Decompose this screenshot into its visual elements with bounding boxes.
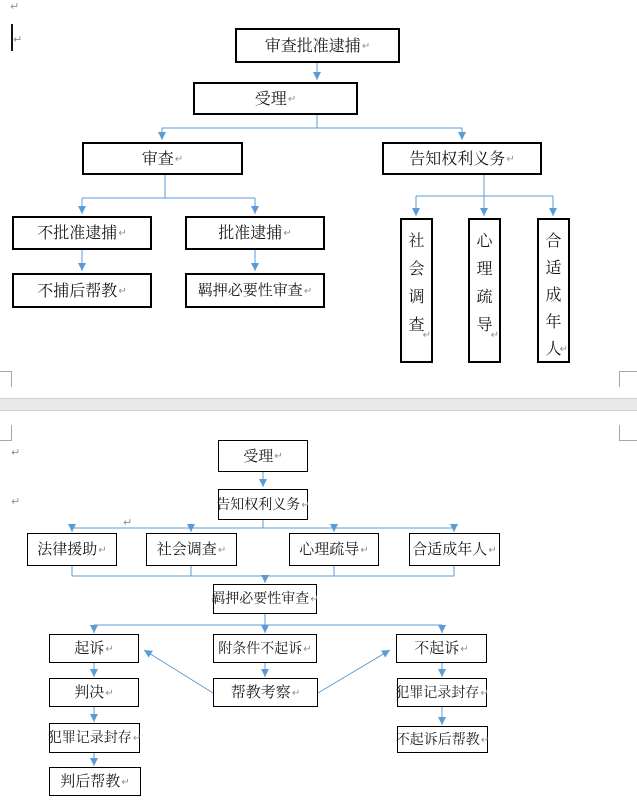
- node-label: 羁押必要性审查: [197, 281, 303, 299]
- paragraph-mark: ↵: [287, 93, 297, 105]
- node-label: 犯罪记录封存: [395, 684, 480, 701]
- paragraph-mark: ↵: [174, 153, 184, 165]
- paragraph-mark: ↵: [303, 643, 312, 655]
- page-break-separator[interactable]: [0, 398, 637, 411]
- node-appropriate-adult-vertical[interactable]: [537, 218, 570, 363]
- node-record-sealing-left[interactable]: [49, 723, 140, 753]
- paragraph-mark: ↵: [303, 285, 313, 297]
- node-record-sealing-right[interactable]: [397, 678, 487, 707]
- node-accept-2[interactable]: [218, 440, 308, 472]
- paragraph-mark: ↵: [98, 544, 107, 556]
- node-label: 犯罪记录封存: [47, 730, 132, 746]
- node-psych-counseling-vertical[interactable]: [468, 218, 501, 363]
- page1-bottom-right-margin-mark: [619, 371, 637, 387]
- node-inform-rights-1[interactable]: [382, 142, 542, 175]
- paragraph-mark: ↵: [283, 228, 292, 239]
- node-label: 心理疏导: [299, 540, 360, 558]
- node-review[interactable]: [82, 142, 243, 175]
- node-label: 起诉: [74, 639, 105, 657]
- node-legal-aid[interactable]: [27, 533, 117, 566]
- node-label: 受理: [254, 88, 287, 108]
- paragraph-mark: ↵: [121, 776, 130, 788]
- node-label: 受理: [243, 446, 274, 465]
- node-post-nonprosecution-help[interactable]: [397, 726, 488, 753]
- paragraph-mark: ↵: [13, 33, 23, 46]
- paragraph-mark: ↵: [105, 687, 114, 699]
- paragraph-mark: ↵: [460, 643, 469, 655]
- page2-top-left-margin-mark: [0, 425, 12, 441]
- node-custody-review-2[interactable]: [213, 584, 317, 614]
- node-label: 不捕后帮教: [37, 280, 118, 300]
- node-review-approve-arrest[interactable]: [235, 28, 400, 63]
- node-label: 批准逮捕: [218, 223, 283, 242]
- paragraph-mark: ↵: [274, 451, 283, 462]
- paragraph-mark: ↵: [310, 594, 319, 605]
- paragraph-mark: ↵: [118, 285, 127, 297]
- node-label: 社会调查: [408, 231, 425, 334]
- paragraph-mark: ↵: [10, 0, 20, 13]
- paragraph-mark: ↵: [11, 495, 21, 508]
- paragraph-mark: ↵: [506, 153, 515, 165]
- paragraph-mark: ↵: [559, 344, 568, 355]
- node-judgment[interactable]: [49, 678, 139, 707]
- paragraph-mark: ↵: [360, 544, 369, 556]
- node-prosecute[interactable]: [49, 634, 139, 663]
- paragraph-mark: ↵: [488, 544, 497, 556]
- node-social-investigation-vertical[interactable]: [400, 218, 433, 363]
- paragraph-mark: ↵: [123, 516, 133, 529]
- node-label: 合适成年人: [545, 231, 562, 358]
- node-label: 判后帮教: [60, 772, 121, 790]
- node-label: 审查: [141, 148, 174, 168]
- paragraph-mark: ↵: [490, 330, 499, 341]
- node-nonprosecution[interactable]: [396, 634, 487, 663]
- node-approve-arrest[interactable]: [185, 216, 325, 250]
- paragraph-mark: ↵: [105, 643, 114, 655]
- node-label: 告知权利义务: [409, 148, 506, 168]
- node-post-nonarrest-help[interactable]: [12, 273, 152, 308]
- node-appropriate-adult-2[interactable]: [409, 533, 500, 566]
- node-label: 合适成年人: [412, 540, 488, 558]
- paragraph-mark: ↵: [11, 446, 21, 459]
- paragraph-mark: ↵: [480, 687, 489, 699]
- paragraph-mark: ↵: [422, 330, 431, 341]
- node-help-observation[interactable]: [213, 678, 318, 707]
- node-label: 审查批准逮捕: [264, 35, 361, 55]
- node-label: 附条件不起诉: [218, 640, 303, 657]
- paragraph-mark: ↵: [480, 734, 490, 746]
- paragraph-mark: ↵: [361, 40, 371, 52]
- page2-top-right-margin-mark: [619, 425, 637, 441]
- node-label: 心理疏导: [476, 231, 493, 334]
- node-label: 法律援助: [37, 540, 98, 558]
- node-label: 不批准逮捕: [37, 223, 118, 242]
- node-psych-counseling-2[interactable]: [289, 533, 379, 566]
- node-label: 不起诉: [414, 639, 460, 657]
- node-accept-1[interactable]: [193, 82, 358, 115]
- paragraph-mark: ↵: [217, 544, 227, 556]
- node-label: 不起诉后帮教: [395, 731, 480, 748]
- node-conditional-nonprosecution[interactable]: [213, 634, 317, 663]
- node-disapprove-arrest[interactable]: [12, 216, 152, 250]
- node-post-judgment-help[interactable]: [49, 767, 141, 796]
- paragraph-mark: ↵: [291, 687, 301, 699]
- node-custody-review-1[interactable]: [185, 273, 325, 308]
- node-label: 告知权利义务: [216, 496, 301, 513]
- paragraph-mark: ↵: [132, 733, 142, 744]
- node-label: 判决: [74, 683, 105, 701]
- node-label: 羁押必要性审查: [211, 591, 310, 607]
- node-label: 帮教考察: [230, 683, 291, 701]
- node-social-investigation-2[interactable]: [146, 533, 237, 566]
- paragraph-mark: ↵: [301, 499, 310, 511]
- node-inform-rights-2[interactable]: [218, 489, 308, 520]
- page1-bottom-left-margin-mark: [0, 371, 12, 387]
- paragraph-mark: ↵: [118, 228, 127, 239]
- node-label: 社会调查: [156, 540, 217, 558]
